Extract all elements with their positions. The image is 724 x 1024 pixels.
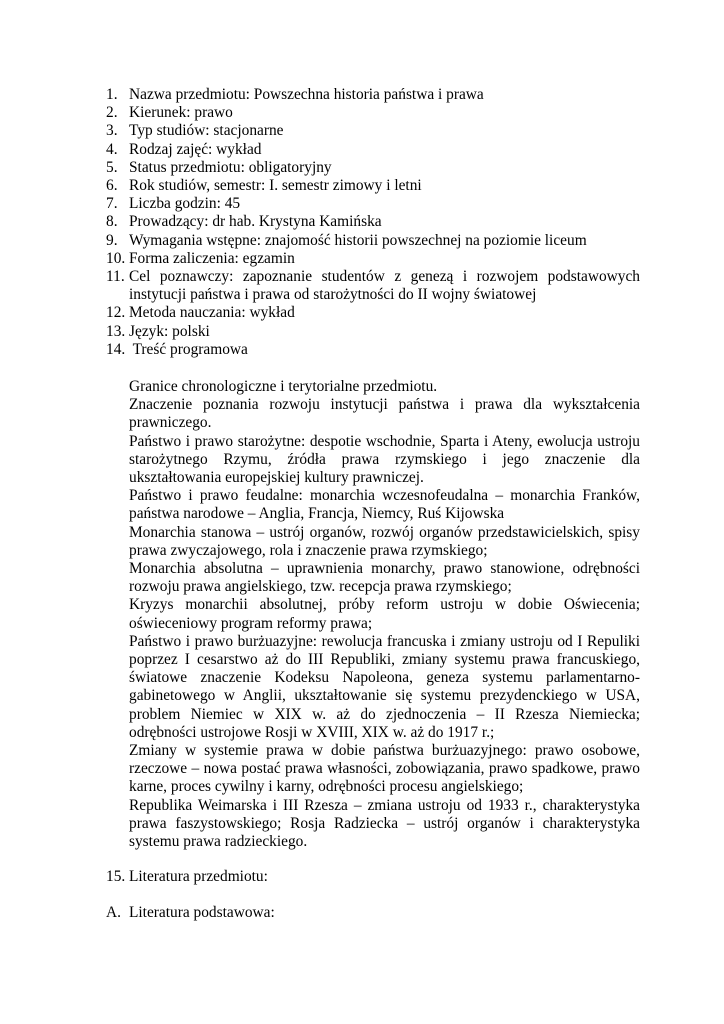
item-text: Metoda nauczania: wykład <box>129 304 295 322</box>
item-text: Rodzaj zajęć: wykład <box>129 140 262 158</box>
item-text: Liczba godzin: 45 <box>129 195 241 213</box>
item-text: Kierunek: prawo <box>129 104 233 122</box>
item-number: A. <box>106 904 121 921</box>
item-number: 5. <box>106 158 118 176</box>
list-item <box>106 250 640 268</box>
program-paragraph: Kryzys monarchii absolutnej, próby reform ustroju w dobie Oświecenia; oświeceniowy program reformy prawa; <box>129 596 640 632</box>
item-text: Cel poznawczy: zapoznanie studentów z genezą i rozwojem podstawowych instytucji państwa i prawa od starożytności do II wojny światowej <box>129 268 640 304</box>
item-number: 12. <box>106 304 126 322</box>
item-text: Rok studiów, semestr: I. semestr zimowy i letni <box>129 177 422 195</box>
item-text: Typ studiów: stacjonarne <box>129 122 284 140</box>
item-number: 6. <box>106 177 118 195</box>
basic-literature-heading <box>106 904 640 922</box>
item-text: Forma zaliczenia: egzamin <box>129 249 295 267</box>
item-number: 8. <box>106 213 118 231</box>
program-paragraph: Granice chronologiczne i terytorialne przedmiotu. <box>129 378 438 395</box>
program-paragraph: Państwo i prawo feudalne: monarchia wczesnofeudalna – monarchia Franków, państwa narodowe – Anglia, Francja, Niemcy, Ruś Kijowska <box>129 487 640 523</box>
course-info-list <box>106 86 640 359</box>
program-paragraph: Znaczenie poznania rozwoju instytucji państwa i prawa dla wykształcenia prawniczego. <box>129 396 640 432</box>
list-item <box>106 159 640 177</box>
item-number: 3. <box>106 122 118 140</box>
list-item <box>106 341 640 359</box>
item-text: Literatura przedmiotu: <box>129 868 268 885</box>
list-item <box>106 268 640 304</box>
program-paragraph: Państwo i prawo burżuazyjne: rewolucja francuska i zmiany ustroju od I Repuliki poprzez I cesarstwo aż do III Republiki, zmiany systemu prawa francuskiego, światowe znaczenie Kodeksu Napoleona, geneza systemu parlamentarno-gabinetowego w Anglii, ukształtowanie się systemu prezydenckiego w USA, problem Niemiec w XIX w. aż do zjednoczenia – II Rzesza Niemiecka; odrębności ustrojowe Rosji w XVIII, XIX w. aż do 1917 r.; <box>129 632 640 741</box>
list-item <box>106 195 640 213</box>
list-item <box>106 213 640 231</box>
item-text: Nazwa przedmiotu: Powszechna historia państwa i prawa <box>129 86 484 103</box>
literature-heading <box>106 868 640 886</box>
program-paragraph: Republika Weimarska i III Rzesza – zmiana ustroju od 1933 r., charakterystyka prawa faszystowskiego; Rosja Radziecka – ustrój organów i charakterystyka systemu prawa radzieckiego. <box>129 796 640 851</box>
item-number: 10. <box>106 249 126 267</box>
list-item <box>106 323 640 341</box>
item-number: 11. <box>106 268 125 286</box>
item-text: Wymagania wstępne: znajomość historii powszechnej na poziomie liceum <box>129 231 587 249</box>
item-number: 9. <box>106 231 118 249</box>
list-item <box>106 141 640 159</box>
program-paragraph: Monarchia stanowa – ustrój organów, rozwój organów przedstawicielskich, spisy prawa zwyczajowego, rola i znaczenie prawa rzymskiego; <box>129 523 640 559</box>
program-paragraph: Zmiany w systemie prawa w dobie państwa burżuazyjnego: prawo osobowe, rzeczowe – nowa postać prawa własności, zobowiązania, prawo spadkowe, prawo karne, proces cywilny i karny, odrębności procesu angielskiego; <box>129 742 640 796</box>
list-item <box>106 104 640 122</box>
item-text: Język: polski <box>129 322 210 340</box>
item-number: 7. <box>106 195 118 213</box>
item-number: 13. <box>106 322 126 340</box>
list-item <box>106 86 640 104</box>
item-number: 1. <box>106 86 118 103</box>
item-number: 4. <box>106 140 118 158</box>
item-text: Prowadzący: dr hab. Krystyna Kamińska <box>129 213 382 231</box>
list-item <box>106 304 640 322</box>
list-item <box>106 177 640 195</box>
list-item <box>106 122 640 140</box>
item-number: 15. <box>106 868 126 885</box>
program-content <box>129 378 640 851</box>
program-paragraph: Monarchia absolutna – uprawnienia monarchy, prawo stanowione, odrębności rozwoju prawa angielskiego, tzw. recepcja prawa rzymskiego; <box>129 560 640 596</box>
item-number: 14. <box>106 340 126 358</box>
program-paragraph: Państwo i prawo starożytne: despotie wschodnie, Sparta i Ateny, ewolucja ustroju starożytnego Rzymu, źródła prawa rzymskiego i jego znaczenie dla ukształtowania europejskiej kultury prawniczej. <box>129 432 640 487</box>
item-text: Status przedmiotu: obligatoryjny <box>129 158 332 176</box>
list-item <box>106 232 640 250</box>
item-text: Treść programowa <box>129 340 248 358</box>
item-number: 2. <box>106 104 118 122</box>
item-text: Literatura podstawowa: <box>129 904 275 921</box>
